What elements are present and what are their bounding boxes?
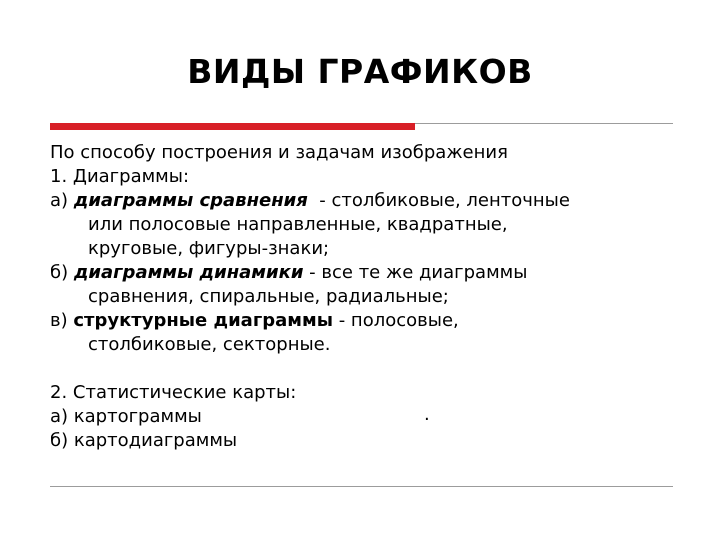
intro-line: По способу построения и задачам изображения — [50, 142, 508, 163]
item-b-line1 — [50, 261, 690, 285]
section2-item-a: а) картограммы — [50, 406, 202, 427]
item-b-term: диаграммы динамики — [73, 262, 304, 283]
section1-heading: 1. Диаграммы: — [50, 166, 190, 187]
item-a-term: диаграммы сравнения — [73, 190, 308, 211]
item-b-line2: сравнения, спиральные, радиальные; — [88, 286, 449, 307]
item-c-rest: - полосовые, — [332, 310, 459, 331]
item-c-term: структурные диаграммы — [73, 310, 333, 331]
item-c-prefix: в) — [50, 310, 74, 331]
item-a-rest: - столбиковые, ленточные — [307, 190, 570, 211]
item-a-prefix: а) — [50, 190, 74, 211]
section2-heading: 2. Статистические карты: — [50, 382, 297, 403]
title-divider-line — [415, 123, 673, 124]
spacer — [50, 357, 690, 381]
item-a-line1 — [50, 189, 690, 213]
slide-title: ВИДЫ ГРАФИКОВ — [187, 52, 533, 91]
stray-dot: . — [424, 404, 430, 425]
item-b-rest: - все те же диаграммы — [303, 262, 528, 283]
section2-item-b: б) картодиаграммы — [50, 430, 238, 451]
item-b-prefix: б) — [50, 262, 74, 283]
bottom-divider-line — [50, 486, 673, 487]
title-accent-bar — [50, 123, 415, 130]
item-c-line2: столбиковые, секторные. — [88, 334, 331, 355]
item-c-line1 — [50, 309, 690, 333]
slide-body — [50, 141, 690, 453]
item-a-line2: или полосовые направленные, квадратные, — [88, 214, 508, 235]
item-a-line3: круговые, фигуры-знаки; — [88, 238, 330, 259]
